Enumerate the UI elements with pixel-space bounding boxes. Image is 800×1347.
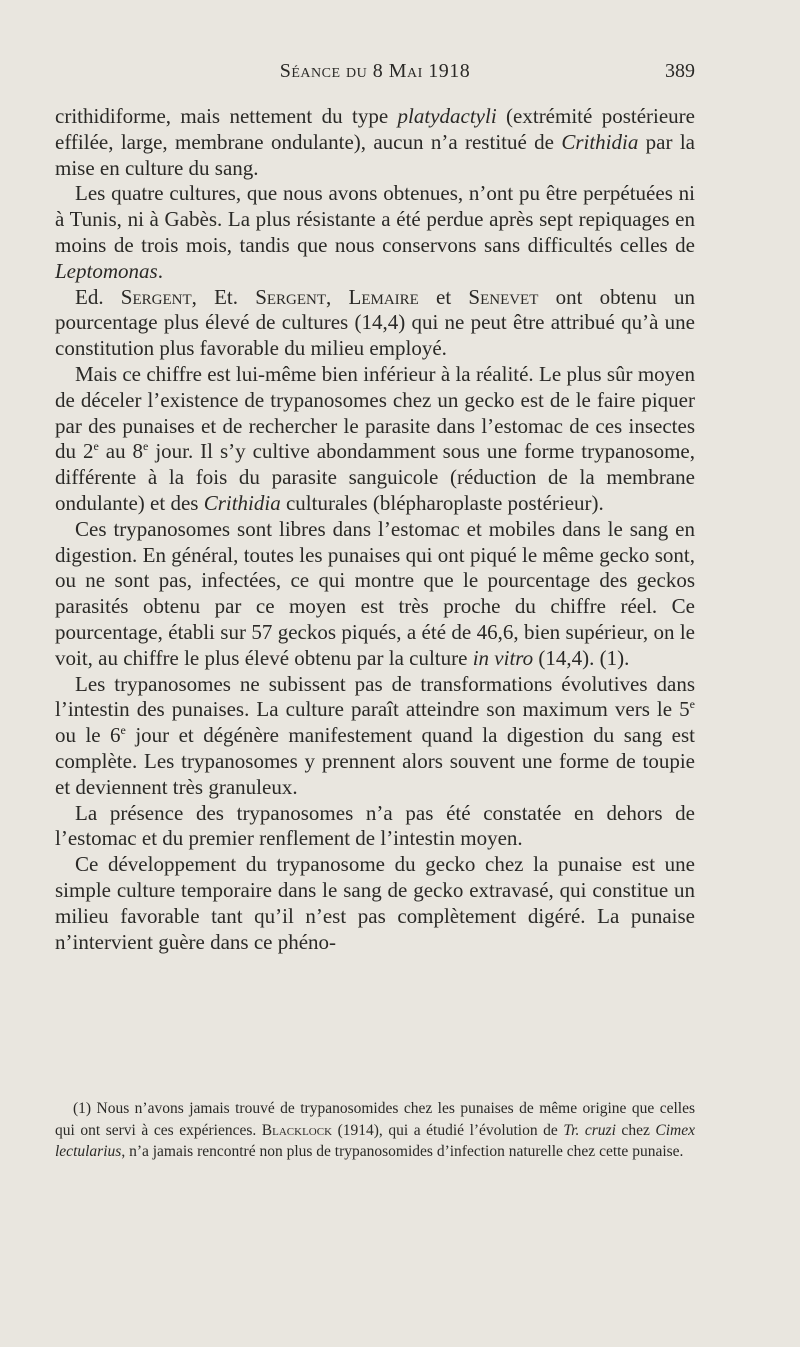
text-run: (14,4). (1). (533, 645, 630, 670)
footnote-1 (55, 1098, 695, 1163)
running-header (55, 60, 695, 88)
italic-term: Crithidia (203, 490, 281, 515)
text-run: et (418, 284, 469, 309)
italic-term: Cimex lectularius (55, 1121, 695, 1160)
text-run: Les trypanosomes ne subissent pas de transformations évolutives dans l’intestin des punaises. La culture paraît atteindre son maximum vers le 5 (55, 671, 695, 722)
author-name: Sergent (255, 284, 327, 309)
text-run: . (157, 258, 163, 283)
superscript: e (120, 723, 126, 738)
text-run: ou le 6 (55, 723, 121, 748)
paragraph-5 (55, 672, 695, 801)
text-run: , (326, 284, 349, 309)
text-run: culturales (blépharoplaste postérieur). (280, 490, 604, 515)
text-run: (1) Nous n’avons jamais trouvé de trypanosomides chez les punaises de même origine que celles qui ont servi à ces expériences. (55, 1100, 695, 1139)
text-run: Ces trypanosomes sont libres dans l’estomac et mobiles dans le sang en digestion. En général, toutes les punaises qui ont piqué le même gecko sont, ou ne sont pas, infectées, ce qui montre que le pourcentage des geckos parasités obtenu par ce moyen est très proche du chiffre réel. Ce pourcentage, établi sur 57 geckos piqués, a été de 46,6, bien supérieur, on le voit, au chiffre le plus élevé obtenu par la culture (55, 516, 695, 670)
text-run: , n’a jamais rencontré non plus de trypanosomides d’infection naturelle chez cette punaise. (121, 1143, 684, 1160)
text-run: jour. Il s’y cultive abondamment sous une forme trypanosome, différente à la fois du parasite sanguicole (réduction de la membrane ondulante) et des (55, 439, 696, 515)
author-name: Sergent (120, 284, 192, 309)
text-run: crithidiforme, mais nettement du type (55, 104, 398, 128)
text-run: (1914), qui a étudié l’évolution de (332, 1121, 564, 1139)
paragraph-0 (55, 104, 695, 181)
text-run: Mais ce chiffre est lui-même bien inférieur à la réalité. Le plus sûr moyen de déceler l’existence de trypanosomes chez un gecko est de le faire piquer par des punaises et de rechercher le parasite dans l’estomac de ces insectes du 2 (55, 361, 695, 464)
superscript: e (143, 439, 149, 454)
text-run: ont obtenu un pourcentage plus élevé de cultures (14,4) qui ne peut être attribué qu’à une constitution plus favorable du milieu employé. (55, 284, 695, 361)
paragraph-4 (55, 517, 695, 672)
italic-term: in vitro (472, 645, 534, 670)
text-run: par la mise en culture du sang. (55, 129, 695, 180)
italic-term: platydactyli (397, 104, 497, 128)
author-name: Senevet (468, 284, 539, 309)
paragraph-2 (55, 285, 695, 362)
text-run: jour et dégénère manifestement quand la digestion du sang est complète. Les trypanosomes y prennent alors souvent une forme de toupie et deviennent très granuleux. (55, 723, 695, 799)
text-run: au 8 (98, 439, 144, 464)
paragraph-7: Ce développement du trypanosome du gecko chez la punaise est une simple culture temporaire dans le sang de gecko extravasé, qui constitue un milieu favorable tant qu’il n’est pas complètement digéré. La punaise n’intervient guère dans ce phéno- (55, 852, 695, 954)
italic-term: Crithidia (561, 129, 639, 154)
header-title: Séance du 8 Mai 1918 (279, 60, 471, 82)
footnote (55, 1098, 695, 1163)
author-name: Blacklock (261, 1121, 333, 1139)
text-run: (extrémité postérieure effilée, large, membrane ondulante), aucun n’a restitué de (55, 104, 695, 154)
italic-term: Tr. cruzi (563, 1121, 616, 1139)
paragraph-6: La présence des trypanosomes n’a pas été constatée en dehors de l’estomac et du premier renflement de l’intestin moyen. (55, 800, 695, 851)
text-run: Les quatre cultures, que nous avons obtenues, n’ont pu être perpétuées ni à Tunis, ni à Gabès. La plus résistante a été perdue après sept repiquages en moins de trois mois, tandis que nous conservons sans difficultés celles de (55, 181, 695, 257)
paragraph-1 (55, 181, 695, 284)
text-run: Ed. (75, 284, 121, 309)
author-name: Lemaire (348, 284, 419, 309)
text-run: chez (615, 1121, 656, 1139)
page-number: 389 (665, 60, 695, 82)
paragraph-3 (55, 362, 695, 517)
text-run: , Et. (191, 284, 256, 309)
body-text (55, 104, 695, 955)
superscript: e (689, 697, 695, 712)
superscript: e (93, 439, 99, 454)
italic-term: Leptomonas (55, 258, 158, 283)
